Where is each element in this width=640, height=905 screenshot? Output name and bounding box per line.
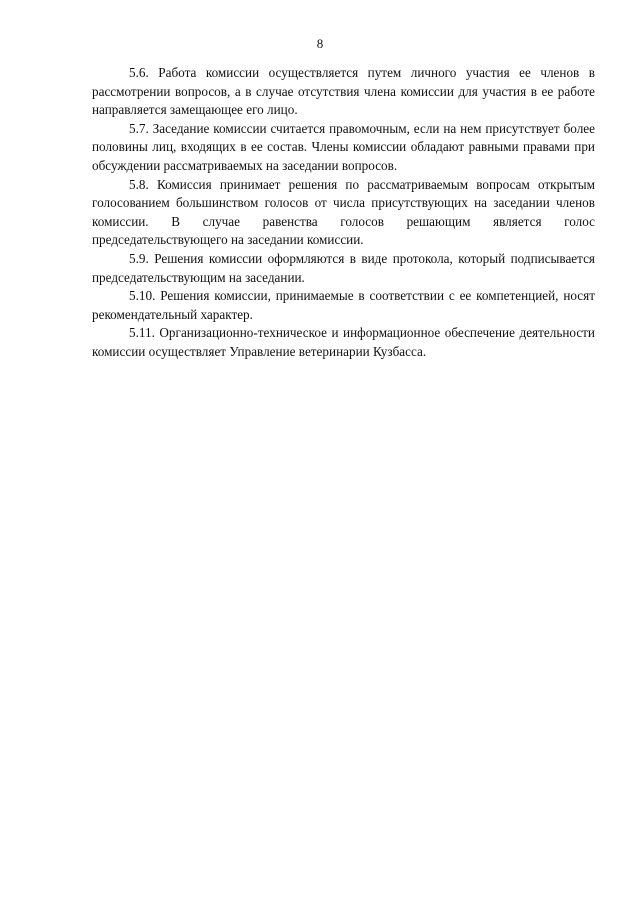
page-number: 8 (316, 36, 324, 51)
paragraph-5-6: 5.6. Работа комиссии осуществляется путем личного участия ее членов в рассмотрении вопросов, а в случае отсутствия члена комиссии для участия в ее работе направляется замещающее его лицо. (92, 65, 595, 118)
paragraph-5-8: 5.8. Комиссия принимает решения по рассматриваемым вопросам открытым голосованием большинством голосов от числа присутствующих на заседании членов комиссии. В случае равенства голосов решающим является голос председательствующего на заседании комиссии. (92, 176, 595, 248)
document-body (92, 64, 595, 362)
paragraph-5-11: 5.11. Организационно-техническое и информационное обеспечение деятельности комиссии осуществляет Управление ветеринарии Кузбасса. (92, 325, 595, 359)
paragraph-5-7: 5.7. Заседание комиссии считается правомочным, если на нем присутствует более половины лиц, входящих в ее состав. Члены комиссии обладают равными правами при обсуждении рассматриваемых на заседании вопросов. (92, 120, 595, 173)
paragraph-5-9: 5.9. Решения комиссии оформляются в виде протокола, который подписывается председательствующим на заседании. (92, 250, 595, 285)
paragraph-5-10: 5.10. Решения комиссии, принимаемые в соответствии с ее компетенцией, носят рекомендательный характер. (92, 288, 595, 322)
